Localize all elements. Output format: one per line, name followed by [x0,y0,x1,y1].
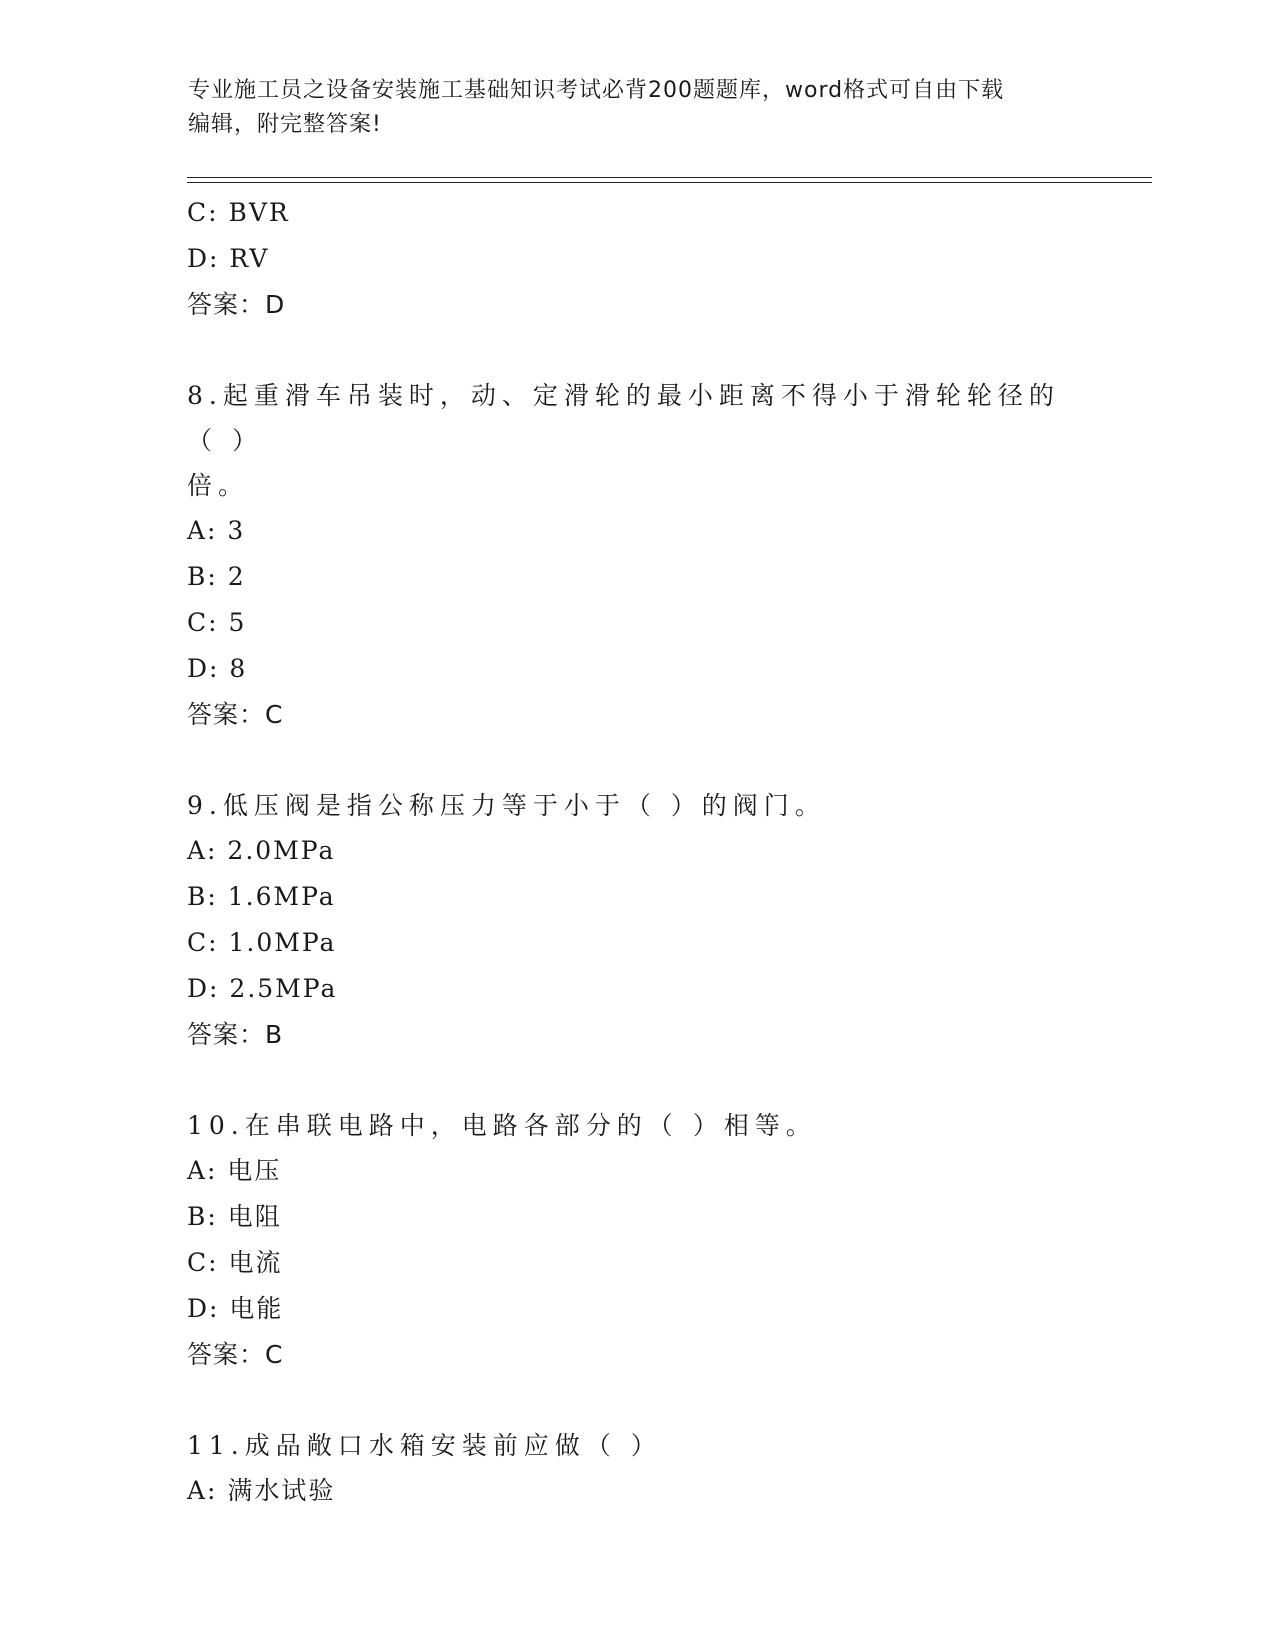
header-line-1: 专业施工员之设备安装施工基础知识考试必背200题题库，word格式可自由下载 [188,78,1005,103]
option-d: D: 8 [187,654,248,683]
question-8 [187,373,1087,738]
option-b: B: 2 [187,562,246,591]
option-c: C: 5 [187,608,247,637]
option-d: D: RV [187,244,270,273]
header-divider-top [187,177,1152,178]
question-text: 9.低压阀是指公称压力等于小于（ ）的阀门。 [187,791,826,820]
option-a: A: 3 [187,516,246,545]
option-c: C: 1.0MPa [187,928,337,957]
answer: 答案：C [187,700,284,729]
question-7 [187,190,1087,328]
question-text-line-1: 8.起重滑车吊装时，动、定滑轮的最小距离不得小于滑轮轮径的（ ） [187,381,1060,455]
header-line-2: 编辑，附完整答案! [188,112,382,137]
question-text-line-2: 倍。 [187,471,250,500]
question-11 [187,1423,1087,1514]
answer: 答案：B [187,1020,284,1049]
option-a: A: 2.0MPa [187,836,336,865]
option-c: C: BVR [187,198,290,227]
question-list [187,190,1087,1514]
header-divider-bottom [187,182,1152,183]
page-header [188,74,1068,142]
option-d: D: 电能 [187,1294,284,1323]
question-text: 10.在串联电路中，电路各部分的（ ）相等。 [187,1111,817,1140]
question-10 [187,1103,1087,1378]
answer: 答案：C [187,1340,284,1369]
option-c: C: 电流 [187,1248,283,1277]
question-9 [187,783,1087,1058]
option-a: A: 电压 [187,1156,282,1185]
option-b: B: 电阻 [187,1202,282,1231]
option-b: B: 1.6MPa [187,882,336,911]
answer: 答案：D [187,290,286,319]
question-text: 11.成品敞口水箱安装前应做（ ） [187,1431,662,1460]
option-a: A: 满水试验 [187,1476,336,1505]
option-d: D: 2.5MPa [187,974,338,1003]
